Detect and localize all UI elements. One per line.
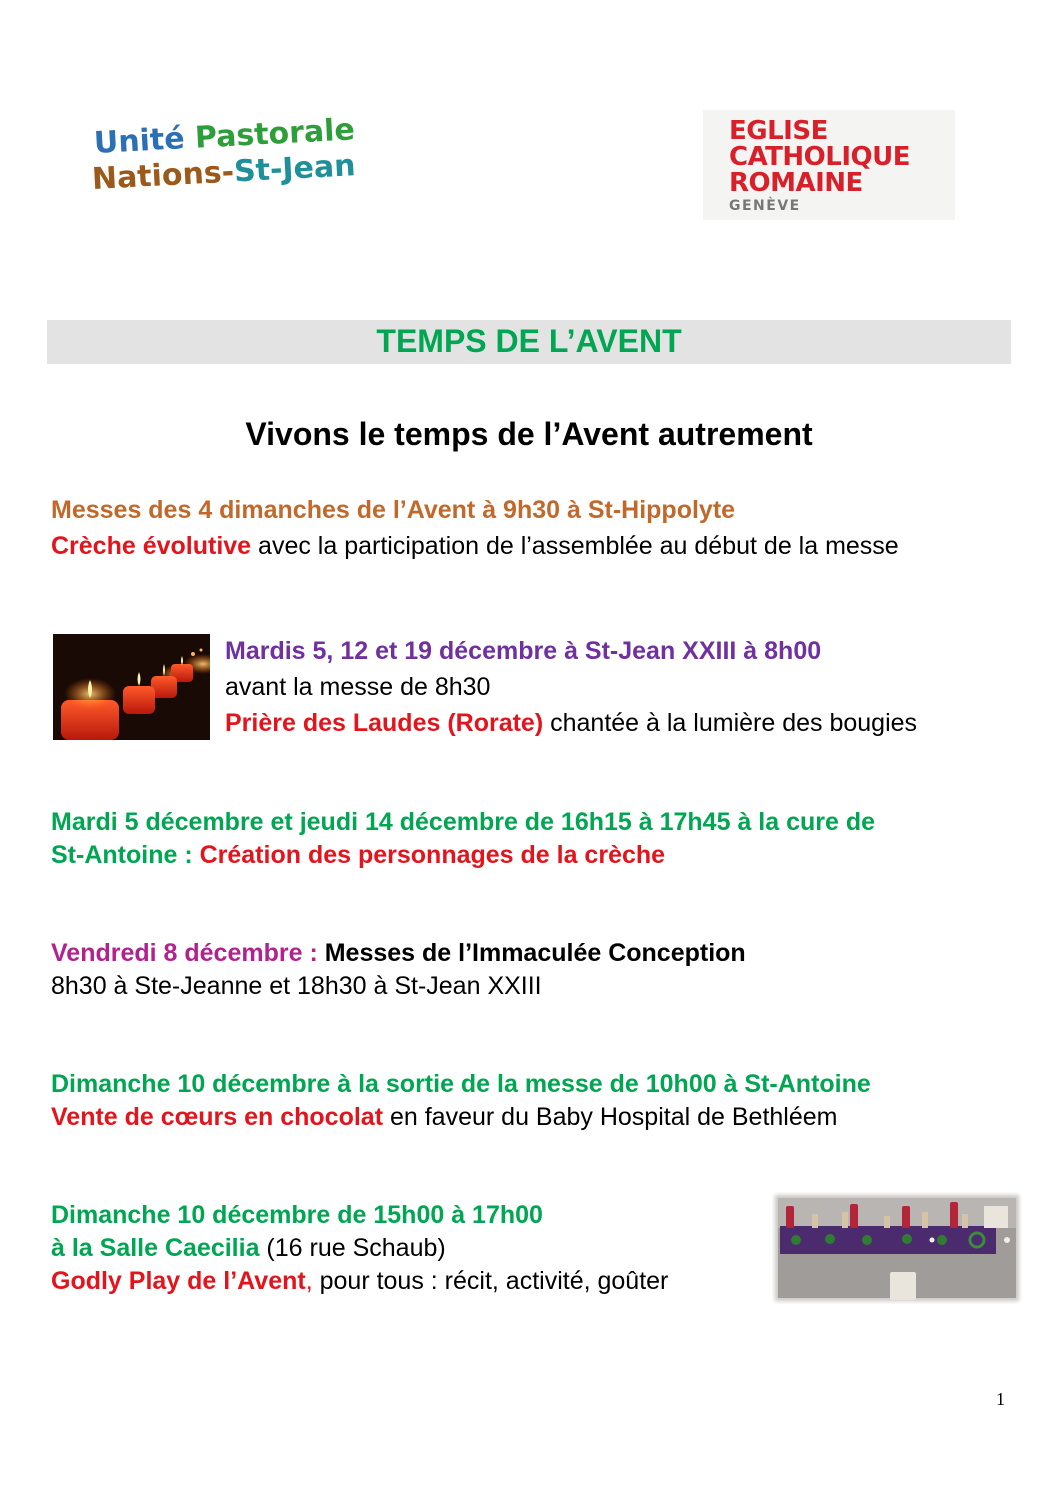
logo-eglise-line3: ROMAINE: [729, 168, 863, 198]
page-subtitle: Vivons le temps de l’Avent autrement: [245, 416, 813, 452]
logo-eglise-line2: CATHOLIQUE: [729, 142, 910, 172]
section3-line2: [51, 839, 665, 871]
section2-body: [225, 707, 917, 739]
section2-highlight: Prière des Laudes (Rorate): [225, 709, 544, 737]
section2-line2: avant la messe de 8h30: [225, 673, 491, 701]
section5-rest: en faveur du Baby Hospital de Bethléem: [383, 1103, 838, 1131]
section4-title: Messes de l’Immaculée Conception: [324, 939, 746, 967]
section6-comma: ,: [305, 1267, 313, 1295]
logo-word-pastorale: Pastorale: [194, 112, 356, 156]
section6-body: [51, 1265, 668, 1297]
logo-word-nations: Nations-: [91, 154, 235, 197]
section1-heading: Messes des 4 dimanches de l’Avent à 9h30 à St-Hippolyte: [51, 496, 736, 524]
section5-heading: Dimanche 10 décembre à la sortie de la messe de 10h00 à St-Antoine: [51, 1070, 871, 1098]
section6-highlight: Godly Play de l’Avent: [51, 1267, 306, 1295]
section2-rest: chantée à la lumière des bougies: [543, 709, 918, 737]
section4-heading: [51, 937, 746, 969]
section6-place: à la Salle Caecilia: [51, 1234, 260, 1262]
section6-place-line: [51, 1232, 446, 1264]
advent-godly-play-photo: [772, 1192, 1022, 1304]
section6-rest: pour tous : récit, activité, goûter: [312, 1267, 669, 1295]
page-title: TEMPS DE L’AVENT: [376, 323, 682, 359]
section6-address: (16 rue Schaub): [259, 1234, 446, 1262]
eglise-catholique-logo: [703, 110, 955, 220]
section5-highlight: Vente de cœurs en chocolat: [51, 1103, 384, 1131]
section6-heading: Dimanche 10 décembre de 15h00 à 17h00: [51, 1201, 543, 1229]
section4-date: Vendredi 8 décembre :: [51, 939, 325, 967]
logo-word-stjean: St-Jean: [233, 148, 357, 190]
section2-heading: Mardis 5, 12 et 19 décembre à St-Jean XXIII à 8h00: [225, 637, 822, 665]
section5-body: [51, 1101, 837, 1133]
section3-highlight: Création des personnages de la crèche: [199, 841, 666, 869]
section4-line2: 8h30 à Ste-Jeanne et 18h30 à St-Jean XXIII: [51, 972, 542, 1000]
logo-word-unite: Unité: [93, 121, 186, 161]
page-number: 1: [996, 1389, 1005, 1409]
candles-photo: [53, 634, 210, 740]
section1-body: [51, 530, 899, 562]
section1-rest: avec la participation de l’assemblée au début de la messe: [251, 532, 899, 560]
section1-highlight: Crèche évolutive: [51, 532, 252, 560]
section3-place: St-Antoine :: [51, 841, 200, 869]
unite-pastorale-logo: [91, 112, 452, 208]
logo-eglise-line4: GENÈVE: [729, 198, 801, 214]
section3-line1: Mardi 5 décembre et jeudi 14 décembre de 16h15 à 17h45 à la cure de: [51, 808, 876, 836]
logo-eglise-line1: EGLISE: [729, 116, 828, 146]
